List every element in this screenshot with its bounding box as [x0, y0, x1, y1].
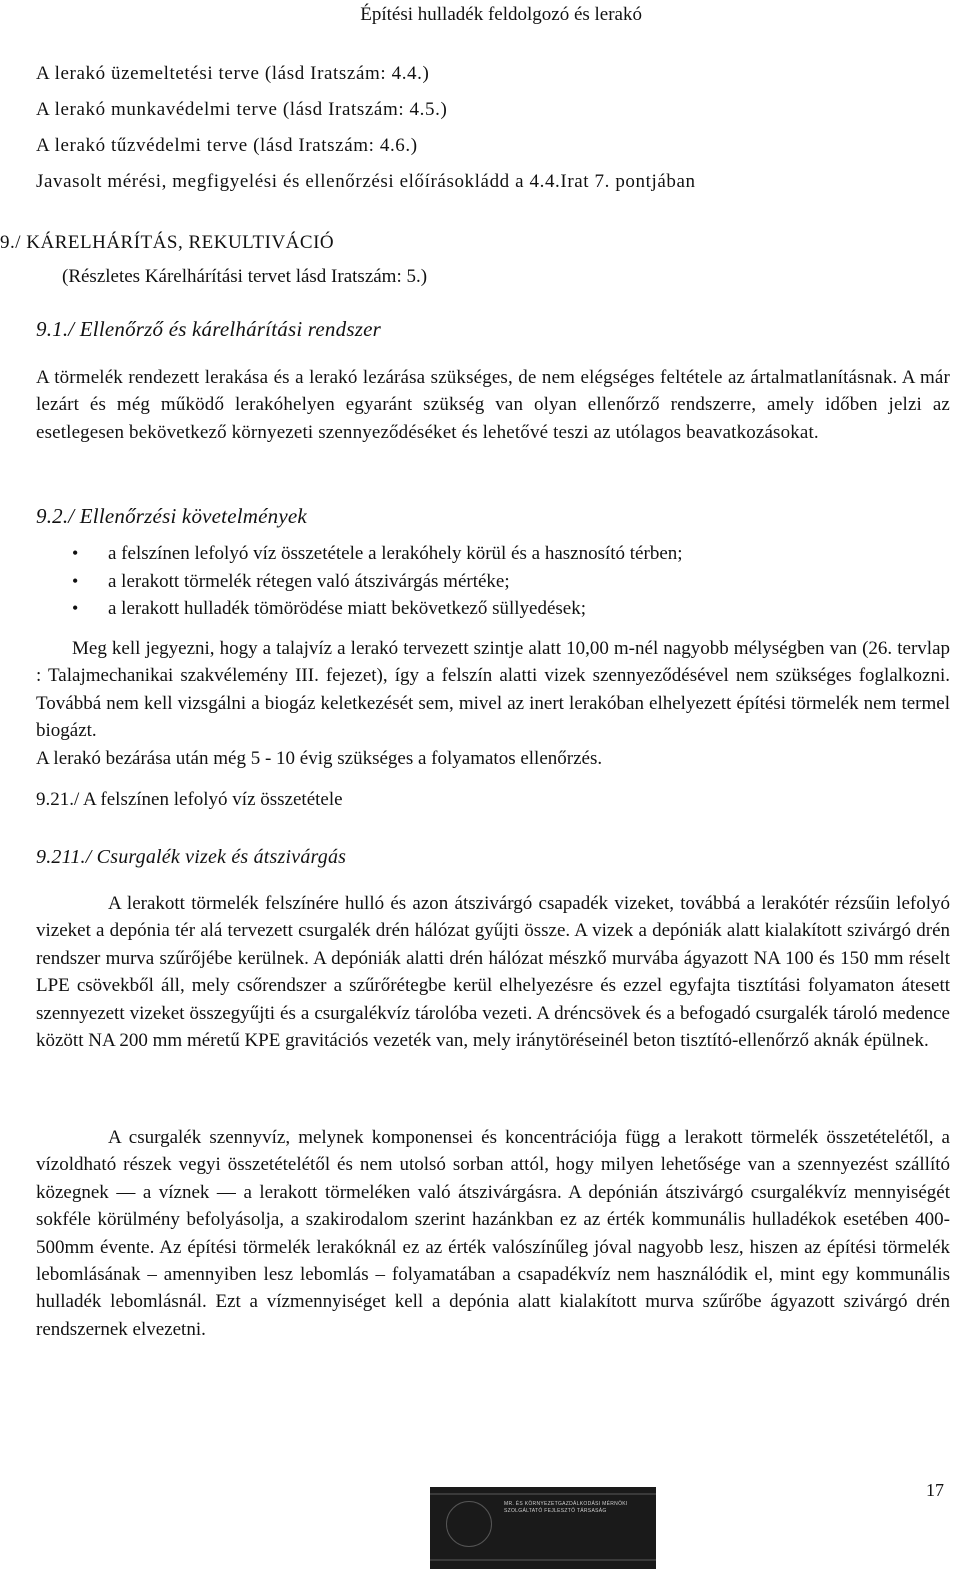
list-item: • a felszínen lefolyó víz összetétele a lerakóhely körül és a hasznosító térben; [72, 540, 683, 568]
section-9-211-heading: 9.211./ Csurgalék vizek és átszivárgás [36, 846, 347, 868]
list-item: • a lerakott hulladék tömörödése miatt bekövetkező süllyedések; [72, 595, 683, 623]
section-9-1-paragraph: A törmelék rendezett lerakása és a lerakó lezárása szükséges, de nem elégséges feltétele az ártalmatlanításnak. A már lezárt és még működő lerakóhelyen egyaránt szükség van olyan ellenőrző rendszerre, amely időben jelzi az esetlegesen bekövetkező környezeti szennyeződéséket és lehetővé teszi az utólagos beavatkozásokat. [36, 367, 950, 443]
page-number: 17 [926, 1480, 944, 1500]
section-9-2-closing: A lerakó bezárása után még 5 - 10 évig szükséges a folyamatos ellenőrzés. [36, 748, 603, 769]
logo-text: MR. ÉS KÖRNYEZETGAZDÁLKODÁSI MÉRNÖKI SZOLGÁLTATÓ FEJLESZTŐ TÁRSASÁG [504, 1501, 628, 1514]
company-logo [430, 1487, 656, 1569]
section-9-2-heading: 9.2./ Ellenőrzési követelmények [36, 504, 307, 528]
section-9-1-heading: 9.1./ Ellenőrző és kárelhárítási rendszer [36, 317, 381, 341]
running-header: Építési hulladék feldolgozó és lerakó [360, 4, 642, 25]
section-9-211-paragraph-2: A csurgalék szennyvíz, melynek komponensei és koncentrációja függ a lerakott törmelék összetételétől, a vízoldható részek vegyi összetételétől és nem utolsó sorban attól, hogy milyen lehetősége van a szennyezést szállító közegnek — a víznek — a lerakott törmeléken való átszivárgásra. A depónián átszivárgó csurgalékvíz mennyiségét sokféle körülmény befolyásolja, a szakirodalom szerint hazánkban ez az érték kommunális hulladékok esetében 400-500mm évente. Az építési törmelék lerakóknál ez az érték valószínűleg jóval nagyobb lesz, hiszen az építési törmelék lebomlásának – amennyiben lesz lebomlás – folyamatában a csapadékvíz nem használódik el, mint egy kommunális hulladék lebomlásnál. Ezt a vízmennyiséget kell a depónia alatt kialakított murva szűrőbe ágyazott szivárgó drén rendszernek elvezetni. [36, 1127, 950, 1340]
requirements-list [72, 540, 683, 623]
section-9-211-paragraph-1: A lerakott törmelék felszínére hulló és azon átszivárgó csapadék vizeket, továbbá a lerakótér rézsűin lefolyó vizeket a depónia tér alá tervezett csurgalék drén hálózat gyűjti össze. A vizek a depóniák alatt kialakított szivárgó drén rendszer murva szűrőjébe kerülnek. A depóniák alatti drén hálózat mészkő murvába ágyazott NA 100 és 150 mm réselt LPE csövekből áll, mely csőrendszer a szűrőrétegbe kerül elhelyezésre és ezzel egyfajta tisztítási folyamaton átesett szennyezett vizeket összegyűjti és a csurgalékvíz tárolóba vezeti. A dréncsövek és a befogadó csurgalék tároló medence között NA 200 mm méretű KPE gravitációs vezeték van, mely iránytöréseinél beton tisztító-ellenőrző aknák épülnek. [36, 893, 950, 1052]
intro-line: A lerakó üzemeltetési terve (lásd Iratszám: 4.4.) [36, 63, 430, 84]
intro-line: Javasolt mérési, megfigyelési és ellenőrzési előírásokládd a 4.4.Irat 7. pontjában [36, 171, 696, 192]
section-9-heading: 9./ KÁRELHÁRÍTÁS, REKULTIVÁCIÓ [0, 232, 335, 253]
intro-line: A lerakó tűzvédelmi terve (lásd Iratszám: 4.6.) [36, 135, 418, 156]
section-9-21-heading: 9.21./ A felszínen lefolyó víz összetétele [36, 789, 343, 810]
section-9-2-paragraph: Meg kell jegyezni, hogy a talajvíz a lerakó tervezett szintje alatt 10,00 m-nél nagyobb mélységben van (26. tervlap : Talajmechanikai szakvélemény III. fejezet), így a felszín alatti vizek szennyeződésével nem szükséges foglalkozni. Továbbá nem kell vizsgálni a biogáz keletkezését sem, mivel az inert lerakóban elhelyezett építési törmelék nem termel biogázt. [36, 638, 950, 742]
logo-emblem-icon [446, 1501, 492, 1547]
section-9-subtitle: (Részletes Kárelhárítási tervet lásd Iratszám: 5.) [62, 266, 428, 287]
intro-line: A lerakó munkavédelmi terve (lásd Iratszám: 4.5.) [36, 99, 448, 120]
list-item: • a lerakott törmelék rétegen való átszivárgás mértéke; [72, 568, 683, 596]
